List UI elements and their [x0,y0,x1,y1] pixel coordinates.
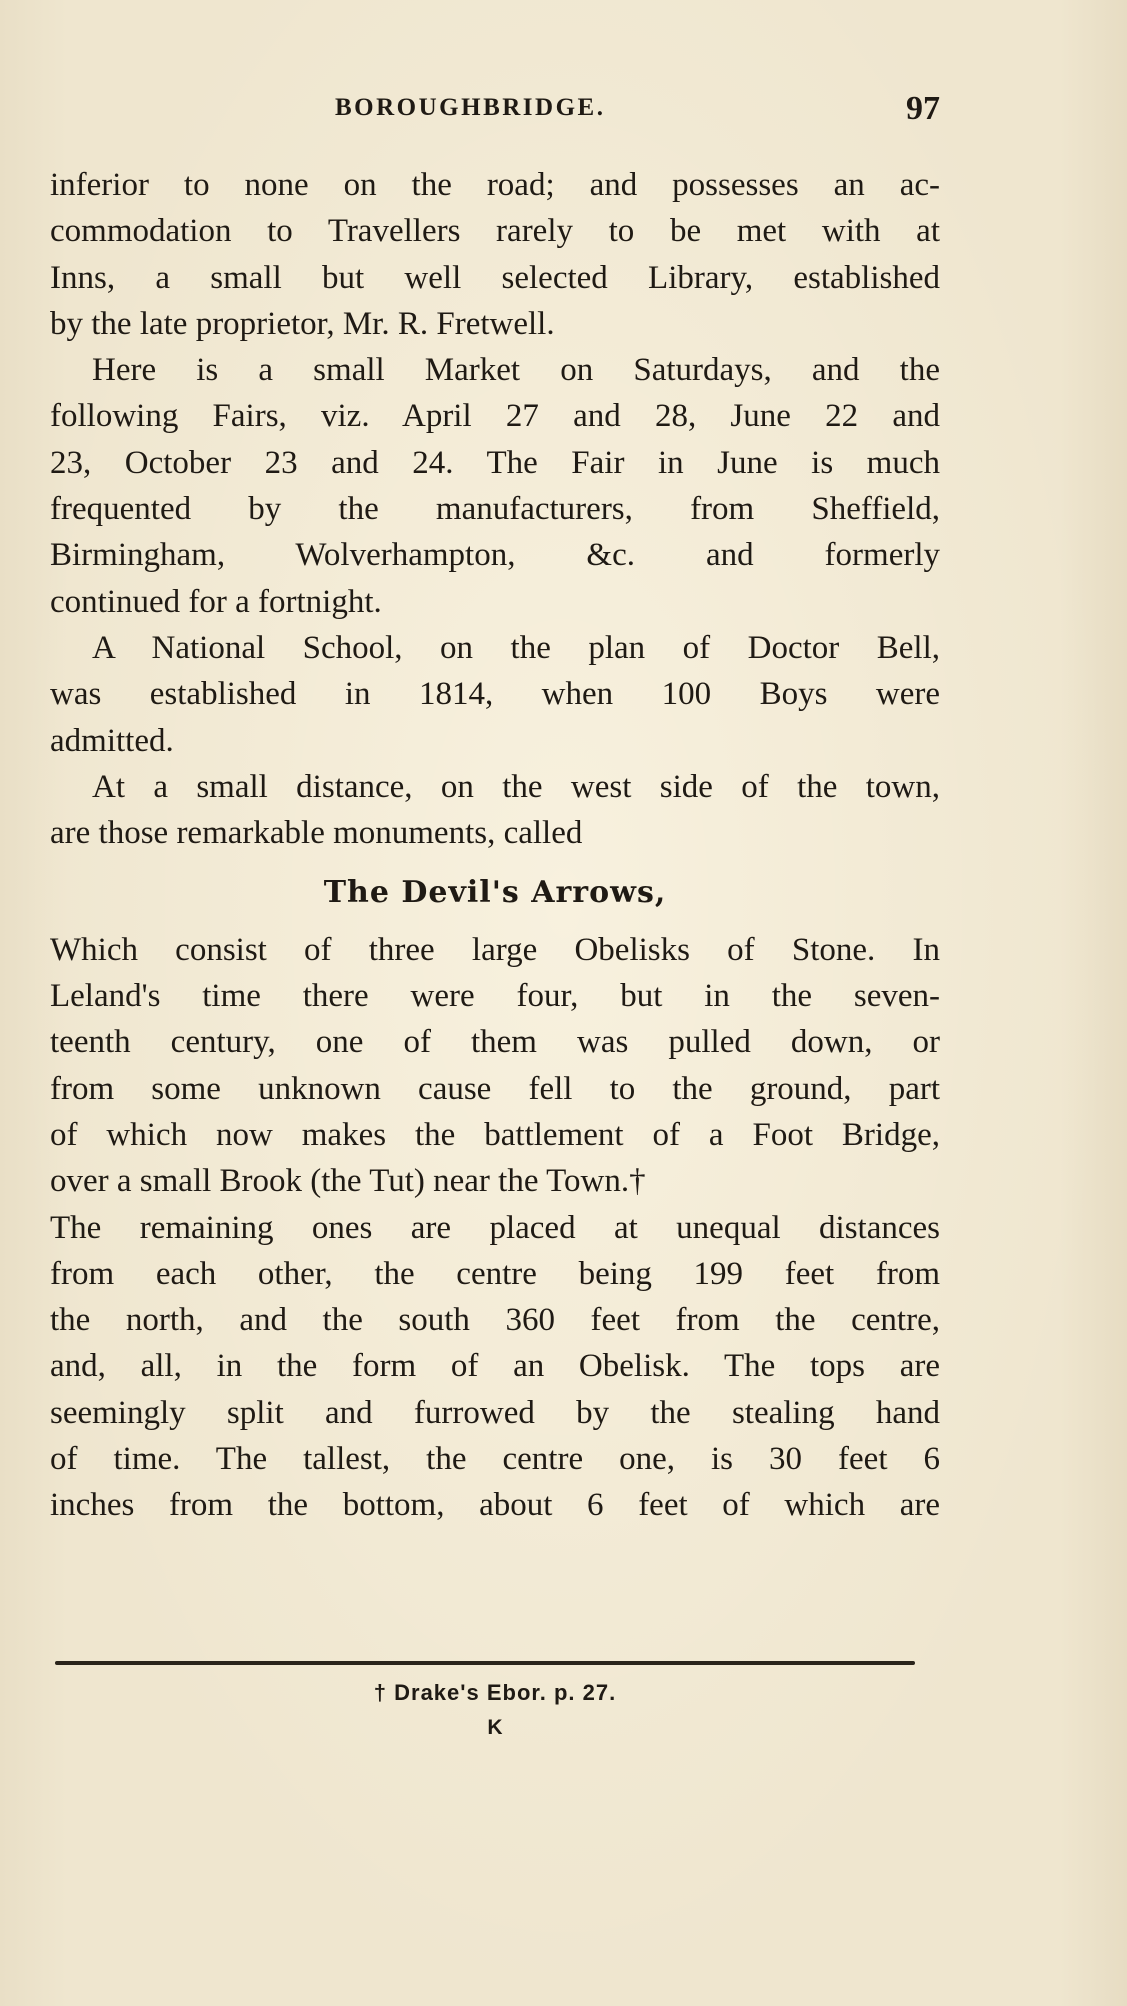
text-line: A National School, on the plan of Doctor Bell, [92,629,940,666]
text-line: from each other, the centre being 199 feet from [50,1255,940,1292]
text-line: commodation to Travellers rarely to be met with at [50,213,940,250]
footnote: † Drake's Ebor. p. 27. [373,1680,617,1705]
text-line: frequented by the manufacturers, from Sheffield, [50,491,940,528]
text-line: The remaining ones are placed at unequal distances [50,1209,940,1246]
text-line: following Fairs, viz. April 27 and 28, June 22 and [50,398,940,435]
text-line: teenth century, one of them was pulled down, or [50,1024,940,1061]
text-line: and, all, in the form of an Obelisk. The tops are [50,1348,940,1385]
page-number: 97 [906,90,940,127]
text-line: Birmingham, Wolverhampton, &c. and formerly [50,537,940,574]
text-line: over a small Brook (the Tut) near the Town.† [50,1163,646,1200]
text-line: Leland's time there were four, but in the seven- [50,978,940,1015]
text-line: Inns, a small but well selected Library, established [50,259,940,296]
text-line: continued for a fortnight. [50,583,382,620]
text-line: of which now makes the battlement of a Foot Bridge, [50,1116,940,1153]
text-line: At a small distance, on the west side of the town, [92,768,940,805]
running-head [50,90,940,130]
text-line: inches from the bottom, about 6 feet of which are [50,1487,940,1524]
text-line: inferior to none on the road; and possesses an ac- [50,167,940,203]
running-title: BOROUGHBRIDGE. [335,94,606,121]
text-line: from some unknown cause fell to the ground, part [50,1070,940,1107]
text-line: admitted. [50,722,174,759]
text-line: 23, October 23 and 24. The Fair in June is much [50,444,940,481]
text-line: seemingly split and furrowed by the stealing hand [50,1394,940,1431]
text-line: by the late proprietor, Mr. R. Fretwell. [50,305,555,342]
text-line: Here is a small Market on Saturdays, and the [92,352,940,389]
footnote-rule [55,1661,915,1665]
body-text [50,162,940,1529]
section-heading: The Devil's Arrows, [323,875,667,911]
text-line: was established in 1814, when 100 Boys were [50,676,940,713]
text-line: of time. The tallest, the centre one, is 30 feet 6 [50,1441,940,1478]
signature-mark: K [487,1716,503,1739]
text-line: are those remarkable monuments, called [50,815,583,852]
text-line: Which consist of three large Obelisks of Stone. In [50,931,940,968]
text-line: the north, and the south 360 feet from the centre, [50,1302,940,1339]
